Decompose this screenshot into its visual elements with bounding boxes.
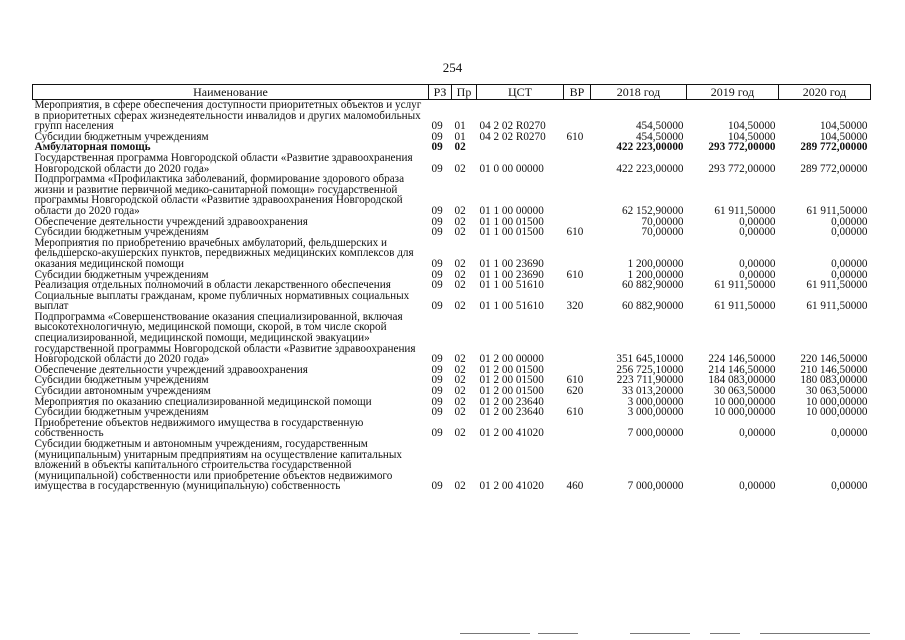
cell-2020: 0,00000 bbox=[831, 215, 868, 228]
cell-name: Подпрограмма «Профилактика заболеваний, формирование здорового образа жизни и развитие первичной медико-санитарной помощи» государственной программы Новгородской области «Развитие здравоохранения Новгородской области до 2020 года» bbox=[34, 173, 405, 217]
table-row bbox=[33, 174, 871, 216]
table-row bbox=[33, 418, 871, 439]
cell-2020: 61 911,50000 bbox=[806, 279, 868, 292]
cell-2020: 0,00000 bbox=[831, 257, 868, 270]
cell-2019: 184 083,00000 bbox=[708, 374, 776, 387]
cell-2020: 220 146,50000 bbox=[800, 353, 868, 366]
cell-vr bbox=[564, 238, 591, 270]
cell-2018: 70,00000 bbox=[641, 226, 684, 239]
cell-rz: 09 bbox=[431, 257, 443, 270]
cell-vr bbox=[564, 153, 591, 174]
cell-cst: 01 1 00 51610 bbox=[479, 279, 544, 292]
cell-pr: 01 bbox=[454, 130, 466, 143]
cell-rz: 09 bbox=[431, 427, 443, 440]
header-vr: ВР bbox=[564, 85, 591, 100]
cell-cst: 01 1 00 23690 bbox=[479, 268, 544, 281]
cell-vr: 620 bbox=[566, 385, 584, 398]
cell-rz: 09 bbox=[431, 385, 443, 398]
table-row bbox=[33, 100, 871, 132]
cell-cst: 01 2 00 01500 bbox=[479, 374, 544, 387]
cell-2019: 0,00000 bbox=[739, 257, 776, 270]
cell-2020: 61 911,50000 bbox=[806, 204, 868, 217]
cell-vr bbox=[564, 174, 591, 216]
cell-pr: 02 bbox=[454, 300, 466, 313]
cell-vr: 610 bbox=[566, 130, 584, 143]
cell-2019: 293 772,00000 bbox=[708, 141, 776, 154]
cell-name: Обеспечение деятельности учреждений здравоохранения bbox=[34, 363, 308, 376]
cell-pr: 02 bbox=[454, 268, 466, 281]
cell-rz: 09 bbox=[431, 226, 443, 239]
cell-pr: 02 bbox=[454, 204, 466, 217]
cell-vr bbox=[564, 280, 591, 291]
cell-2020: 104,50000 bbox=[819, 120, 868, 133]
cell-pr: 02 bbox=[454, 257, 466, 270]
cell-2019: 0,00000 bbox=[739, 215, 776, 228]
cell-vr bbox=[564, 100, 591, 132]
cell-pr: 02 bbox=[454, 279, 466, 292]
cell-rz: 09 bbox=[431, 120, 443, 133]
cell-2018: 60 882,90000 bbox=[621, 300, 684, 313]
cell-2019: 104,50000 bbox=[727, 130, 776, 143]
cell-pr: 02 bbox=[454, 363, 466, 376]
cell-rz: 09 bbox=[431, 204, 443, 217]
cell-vr bbox=[564, 418, 591, 439]
cell-rz: 09 bbox=[431, 395, 443, 408]
cell-2018: 7 000,00000 bbox=[627, 480, 684, 493]
cell-rz: 09 bbox=[431, 480, 443, 493]
cell-vr: 610 bbox=[566, 374, 584, 387]
cell-rz: 09 bbox=[431, 141, 443, 154]
table-row bbox=[33, 153, 871, 174]
cell-name: Приобретение объектов недвижимого имущества в государственную собственность bbox=[34, 416, 364, 440]
cell-2019: 0,00000 bbox=[739, 427, 776, 440]
cell-2018: 60 882,90000 bbox=[621, 279, 684, 292]
cell-name: Социальные выплаты гражданам, кроме публичных нормативных социальных выплат bbox=[34, 289, 410, 313]
cell-2018: 1 200,00000 bbox=[627, 268, 684, 281]
cell-name: Амбулаторная помощь bbox=[34, 141, 151, 154]
cell-2019: 214 146,50000 bbox=[708, 363, 776, 376]
cell-2018: 70,00000 bbox=[641, 215, 684, 228]
cell-cst: 01 2 00 23640 bbox=[479, 395, 544, 408]
cell-cst: 01 2 00 00000 bbox=[479, 353, 544, 366]
cell-rz: 09 bbox=[431, 406, 443, 419]
cell-name: Подпрограмма «Совершенствование оказания специализированной, включая высокотехнологичную, медицинской помощи, скорой, в том числе скорой специализированной, медицинской помощи, медицинской эвакуации» государственной программы Новгородской области «Развитие здравоохранения Новгородской области до 2020 года» bbox=[34, 310, 416, 366]
cell-2020: 289 772,00000 bbox=[800, 162, 868, 175]
cell-name: Обеспечение деятельности учреждений здравоохранения bbox=[34, 215, 308, 228]
cell-name: Субсидии автономным учреждениям bbox=[34, 385, 211, 398]
cell-pr: 02 bbox=[454, 427, 466, 440]
cell-name: Субсидии бюджетным учреждениям bbox=[34, 130, 209, 143]
cell-vr: 460 bbox=[566, 480, 584, 493]
table-row bbox=[33, 439, 871, 492]
cell-2020: 104,50000 bbox=[819, 130, 868, 143]
cell-2018: 3 000,00000 bbox=[627, 395, 684, 408]
header-2019: 2019 год bbox=[687, 85, 779, 100]
cell-2020: 0,00000 bbox=[831, 268, 868, 281]
cell-rz: 09 bbox=[431, 353, 443, 366]
table-row bbox=[33, 291, 871, 312]
budget-table bbox=[32, 84, 871, 492]
cell-rz: 09 bbox=[431, 300, 443, 313]
cell-cst: 01 2 00 01500 bbox=[479, 363, 544, 376]
cell-2020: 0,00000 bbox=[831, 427, 868, 440]
cell-pr: 02 bbox=[454, 385, 466, 398]
cell-pr: 02 bbox=[454, 215, 466, 228]
cell-2018: 7 000,00000 bbox=[627, 427, 684, 440]
cell-pr: 02 bbox=[454, 374, 466, 387]
cell-2020: 0,00000 bbox=[831, 480, 868, 493]
header-2018: 2018 год bbox=[591, 85, 687, 100]
cell-name: Субсидии бюджетным учреждениям bbox=[34, 406, 209, 419]
table-body bbox=[33, 100, 871, 492]
header-rz: РЗ bbox=[429, 85, 452, 100]
cell-2018: 422 223,00000 bbox=[616, 162, 684, 175]
cell-cst: 01 1 00 23690 bbox=[479, 257, 544, 270]
cell-cst: 01 1 00 00000 bbox=[479, 204, 544, 217]
cell-vr: 610 bbox=[566, 406, 584, 419]
cell-2020: 61 911,50000 bbox=[806, 300, 868, 313]
table-row bbox=[33, 312, 871, 365]
cell-2020: 10 000,00000 bbox=[805, 395, 868, 408]
cell-rz: 09 bbox=[431, 279, 443, 292]
cell-2019: 61 911,50000 bbox=[714, 300, 776, 313]
cell-2019: 10 000,00000 bbox=[713, 395, 776, 408]
cell-cst: 01 1 00 01500 bbox=[479, 215, 544, 228]
cell-name: Субсидии бюджетным учреждениям bbox=[34, 226, 209, 239]
cell-2020: 0,00000 bbox=[831, 226, 868, 239]
scan-artifact-lines bbox=[460, 633, 880, 635]
cell-cst: 01 2 00 23640 bbox=[479, 406, 544, 419]
cell-2019: 293 772,00000 bbox=[708, 162, 776, 175]
cell-rz: 09 bbox=[431, 374, 443, 387]
header-pr: Пр bbox=[452, 85, 477, 100]
cell-cst bbox=[477, 142, 564, 153]
cell-2018: 351 645,10000 bbox=[616, 353, 684, 366]
cell-pr: 02 bbox=[454, 162, 466, 175]
cell-2018: 454,50000 bbox=[635, 120, 684, 133]
cell-pr: 02 bbox=[454, 141, 466, 154]
table-header-row bbox=[33, 85, 871, 100]
header-cst: ЦСТ bbox=[477, 85, 564, 100]
cell-name: Субсидии бюджетным учреждениям bbox=[34, 374, 209, 387]
cell-vr: 320 bbox=[566, 300, 584, 313]
cell-name: Мероприятия по оказанию специализированной медицинской помощи bbox=[34, 395, 372, 408]
cell-name: Субсидии бюджетным учреждениям bbox=[34, 268, 209, 281]
cell-2020: 10 000,00000 bbox=[805, 406, 868, 419]
cell-2019: 224 146,50000 bbox=[708, 353, 776, 366]
cell-name: Государственная программа Новгородской области «Развитие здравоохранения Новгородской области до 2020 года» bbox=[34, 151, 413, 175]
cell-2019: 104,50000 bbox=[727, 120, 776, 133]
cell-pr: 02 bbox=[454, 226, 466, 239]
cell-cst: 01 1 00 01500 bbox=[479, 226, 544, 239]
cell-2019: 30 063,50000 bbox=[713, 385, 776, 398]
cell-2019: 0,00000 bbox=[739, 226, 776, 239]
cell-2018: 454,50000 bbox=[635, 130, 684, 143]
cell-pr: 02 bbox=[454, 406, 466, 419]
cell-pr: 02 bbox=[454, 395, 466, 408]
cell-cst: 01 2 00 41020 bbox=[479, 427, 544, 440]
cell-cst: 01 1 00 51610 bbox=[479, 300, 544, 313]
cell-2018: 3 000,00000 bbox=[627, 406, 684, 419]
cell-rz: 09 bbox=[431, 363, 443, 376]
cell-cst: 04 2 02 R0270 bbox=[479, 120, 546, 133]
cell-2019: 0,00000 bbox=[739, 480, 776, 493]
cell-2020: 30 063,50000 bbox=[805, 385, 868, 398]
cell-2019: 0,00000 bbox=[739, 268, 776, 281]
cell-2020: 289 772,00000 bbox=[800, 141, 868, 154]
cell-vr bbox=[564, 142, 591, 153]
header-name: Наименование bbox=[33, 85, 429, 100]
cell-vr: 610 bbox=[566, 226, 584, 239]
cell-rz: 09 bbox=[431, 215, 443, 228]
cell-name: Мероприятия, в сфере обеспечения доступности приоритетных объектов и услуг в приоритетных сферах жизнедеятельности инвалидов и других маломобильных групп населения bbox=[34, 99, 422, 133]
cell-cst: 01 2 00 01500 bbox=[479, 385, 544, 398]
cell-name: Субсидии бюджетным и автономным учреждениям, государственным (муниципальным) унитарным предприятиям на осуществление капитальных вложений в объекты капитального строительства государственной (муниципальной) собственности или приобретение объектов недвижимого имущества в государственную (муниципальную) собственность bbox=[34, 438, 403, 493]
cell-vr bbox=[564, 312, 591, 365]
cell-name: Реализация отдельных полномочий в области лекарственного обеспечения bbox=[34, 279, 391, 292]
cell-pr: 02 bbox=[454, 480, 466, 493]
cell-2018: 223 711,90000 bbox=[616, 374, 684, 387]
header-2020: 2020 год bbox=[779, 85, 871, 100]
cell-2018: 33 013,20000 bbox=[621, 385, 684, 398]
cell-2019: 61 911,50000 bbox=[714, 204, 776, 217]
table-row bbox=[33, 238, 871, 270]
cell-2018: 256 725,10000 bbox=[616, 363, 684, 376]
cell-pr: 02 bbox=[454, 353, 466, 366]
cell-rz: 09 bbox=[431, 130, 443, 143]
page-number: 254 bbox=[442, 60, 463, 75]
cell-2018: 422 223,00000 bbox=[616, 141, 684, 154]
cell-2020: 210 146,50000 bbox=[800, 363, 868, 376]
cell-2018: 62 152,90000 bbox=[621, 204, 684, 217]
cell-cst: 04 2 02 R0270 bbox=[479, 130, 546, 143]
cell-pr: 01 bbox=[454, 120, 466, 133]
cell-2018: 1 200,00000 bbox=[627, 257, 684, 270]
cell-name: Мероприятия по приобретению врачебных амбулаторий, фельдшерских и фельдшерско-акушерских пунктов, передвижных медицинских комплексов для оказания медицинской помощи bbox=[34, 236, 414, 270]
cell-rz: 09 bbox=[431, 268, 443, 281]
cell-cst: 01 0 00 00000 bbox=[479, 162, 544, 175]
cell-2020: 180 083,00000 bbox=[800, 374, 868, 387]
cell-vr: 610 bbox=[566, 268, 584, 281]
cell-2019: 10 000,00000 bbox=[713, 406, 776, 419]
cell-rz: 09 bbox=[431, 162, 443, 175]
cell-2019: 61 911,50000 bbox=[714, 279, 776, 292]
cell-cst: 01 2 00 41020 bbox=[479, 480, 544, 493]
